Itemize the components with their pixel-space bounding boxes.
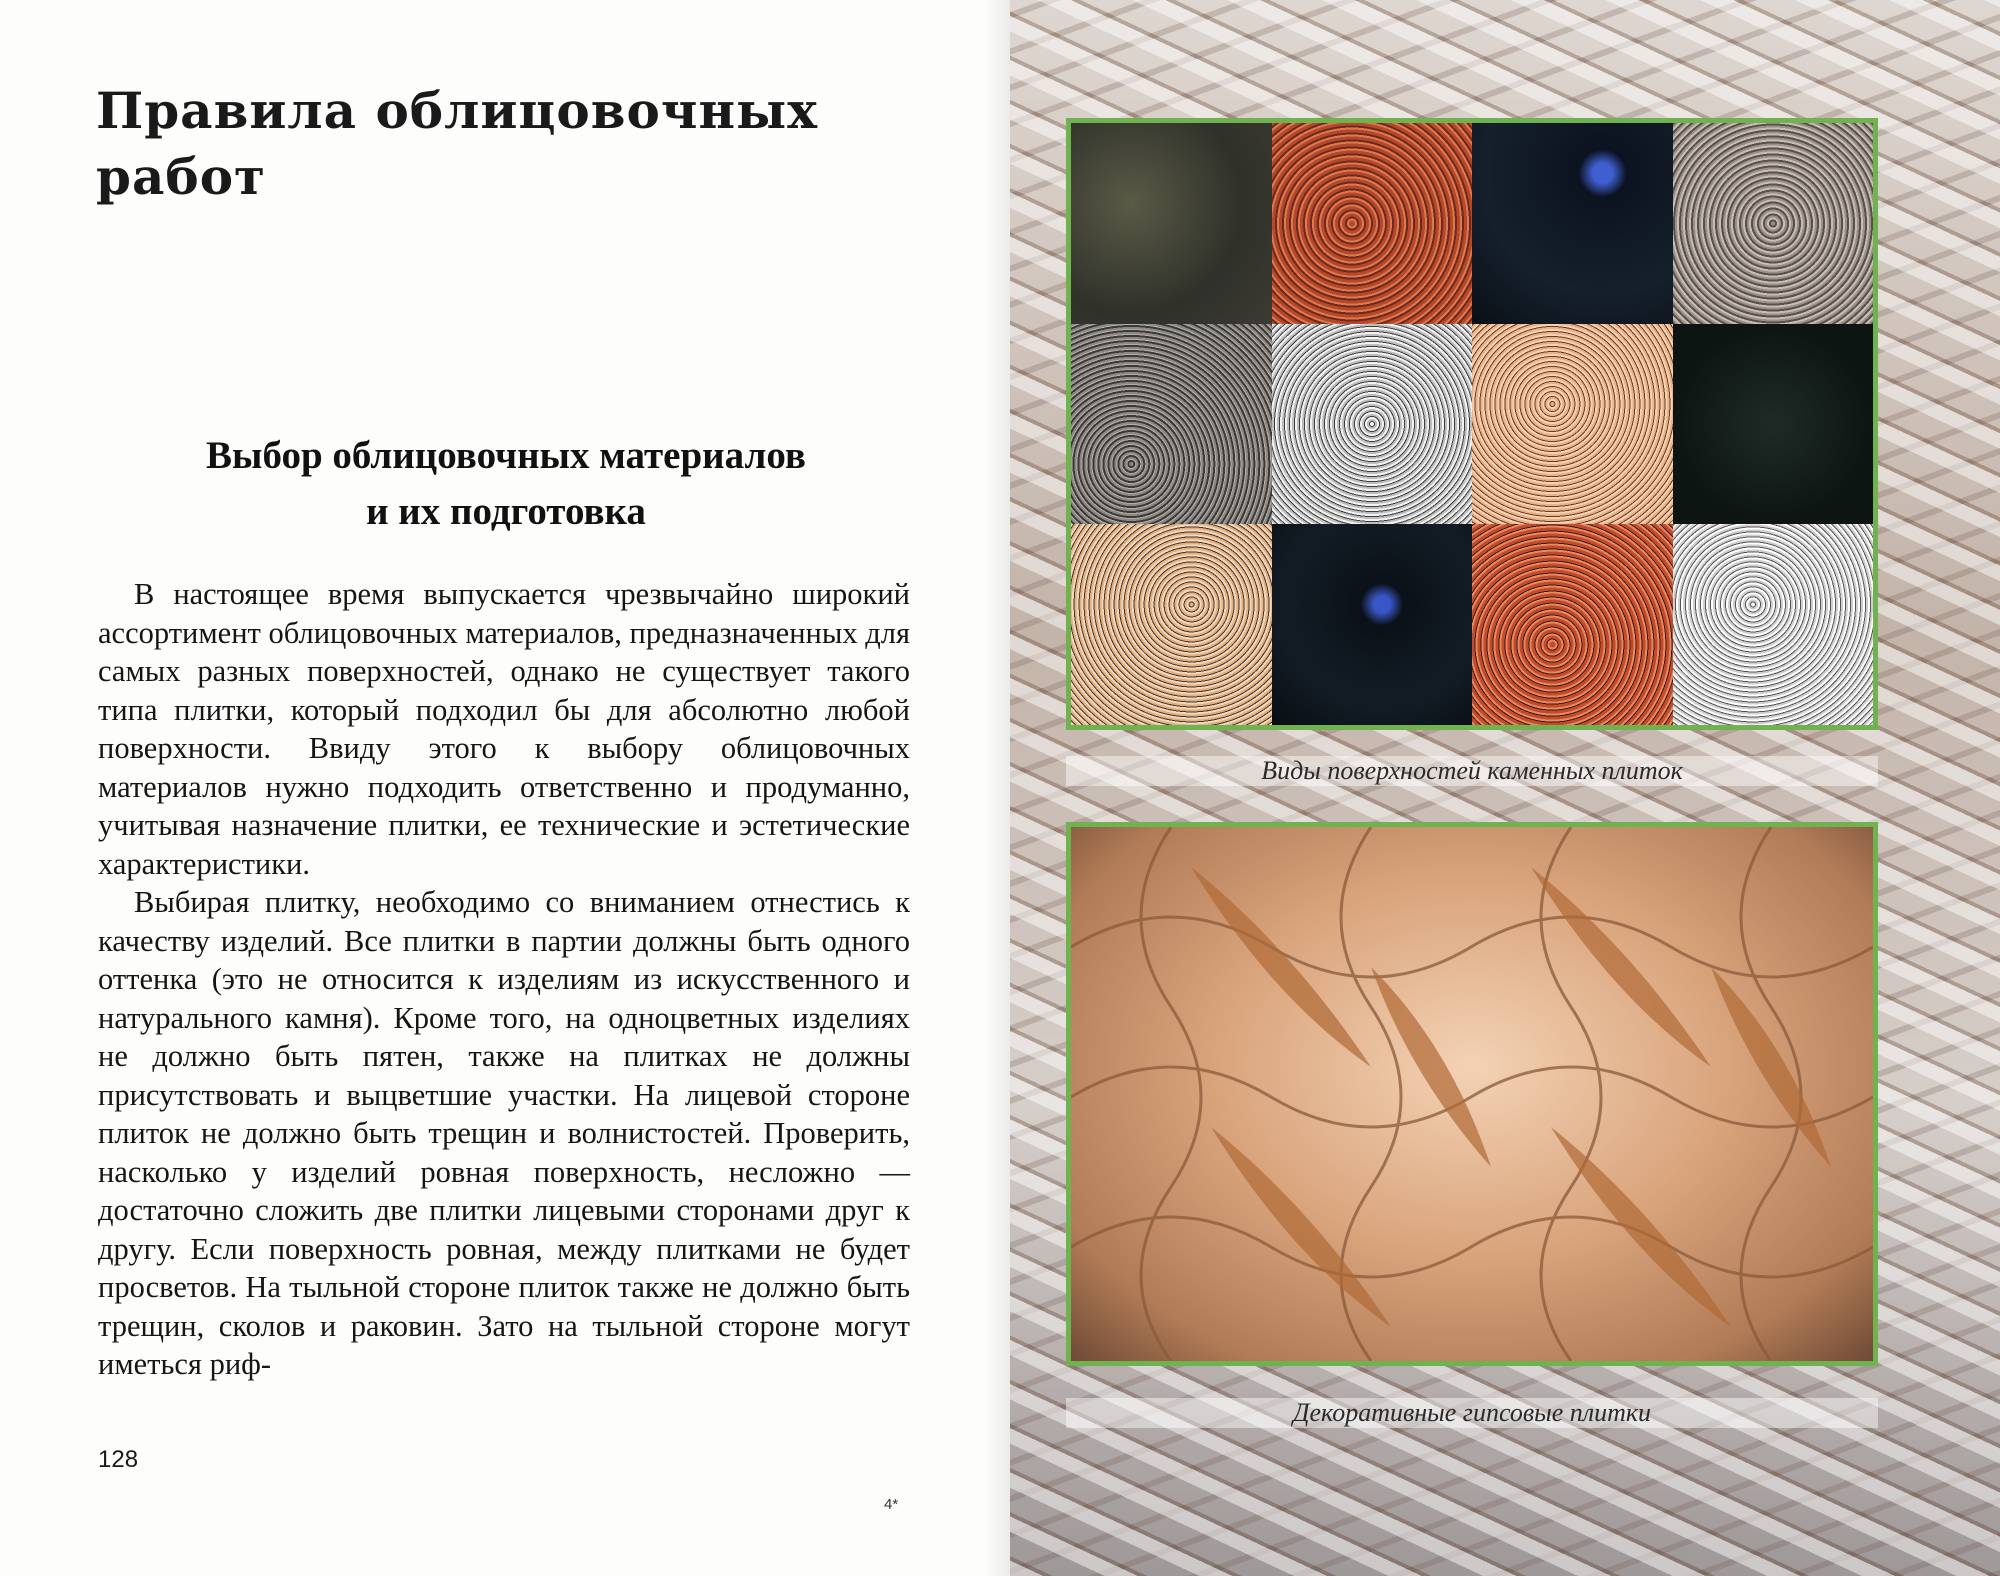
gypsum-pattern <box>1071 827 1873 1361</box>
granite-tile-red <box>1272 123 1473 324</box>
granite-tile-salt-light <box>1673 524 1874 725</box>
paragraph-2: Выбирая плитку, необходимо со вниманием отнестись к качеству изделий. Все плитки в партии должны быть одного оттенка (это не относится к изделиям из искусственного и натурального камня). Кроме того, на одноцветных изделиях не должно быть пятен, также на плитках не должны присутствовать и выцветшие участки. На лицевой стороне плиток не должно быть трещин и волнистостей. Проверить, насколько у изделий ровная поверхность, несложно — достаточно сложить две плитки лицевыми сторонами друг к другу. Если поверхность ровная, между плитками не будет просветов. На тыльной стороне плиток также не должно быть трещин, сколов и раковин. Зато на тыльной стороне могут иметься риф- <box>98 885 910 1381</box>
granite-tile-blue-dark <box>1472 123 1673 324</box>
section-title-line1: Выбор облицовочных материалов <box>206 434 806 477</box>
granite-tile-grey-dark <box>1071 324 1272 525</box>
section-title-line2: и их подготовка <box>366 490 646 533</box>
body-text <box>98 575 910 1384</box>
granite-tile-grid <box>1071 123 1873 725</box>
paragraph-1: В настоящее время выпускается чрезвычайно широкий ассортимент облицовочных материалов, предназначенных для самых разных поверхностей, однако не существует такого типа плитки, который подходил бы для абсолютно любой поверхности. Ввиду этого к выбору облицовочных материалов нужно подходить ответственно и продуманно, учитывая назначение плитки, ее технические и эстетические характеристики. <box>98 577 910 881</box>
gutter-shadow <box>984 0 1012 1576</box>
granite-tile-black <box>1673 324 1874 525</box>
gypsum-tiles-photo <box>1066 822 1878 1366</box>
granite-tile-salt <box>1272 324 1473 525</box>
granite-caption: Виды поверхностей каменных плиток <box>1066 756 1878 786</box>
granite-tile-grey-spot <box>1673 123 1874 324</box>
section-title <box>96 428 916 540</box>
granite-tile-red-spot <box>1472 524 1673 725</box>
granite-tile-beige <box>1071 524 1272 725</box>
granite-tile-dark-green <box>1071 123 1272 324</box>
gypsum-tiles-image <box>1071 827 1873 1361</box>
right-page <box>1010 0 2000 1576</box>
chapter-title: Правила облицовочных работ <box>96 81 819 206</box>
signature-mark: 4* <box>884 1496 899 1513</box>
granite-tile-peach <box>1472 324 1673 525</box>
page-number: 128 <box>98 1446 139 1473</box>
granite-tiles-photo <box>1066 118 1878 730</box>
gypsum-caption: Декоративные гипсовые плитки <box>1066 1398 1878 1428</box>
granite-tile-blue-black <box>1272 524 1473 725</box>
